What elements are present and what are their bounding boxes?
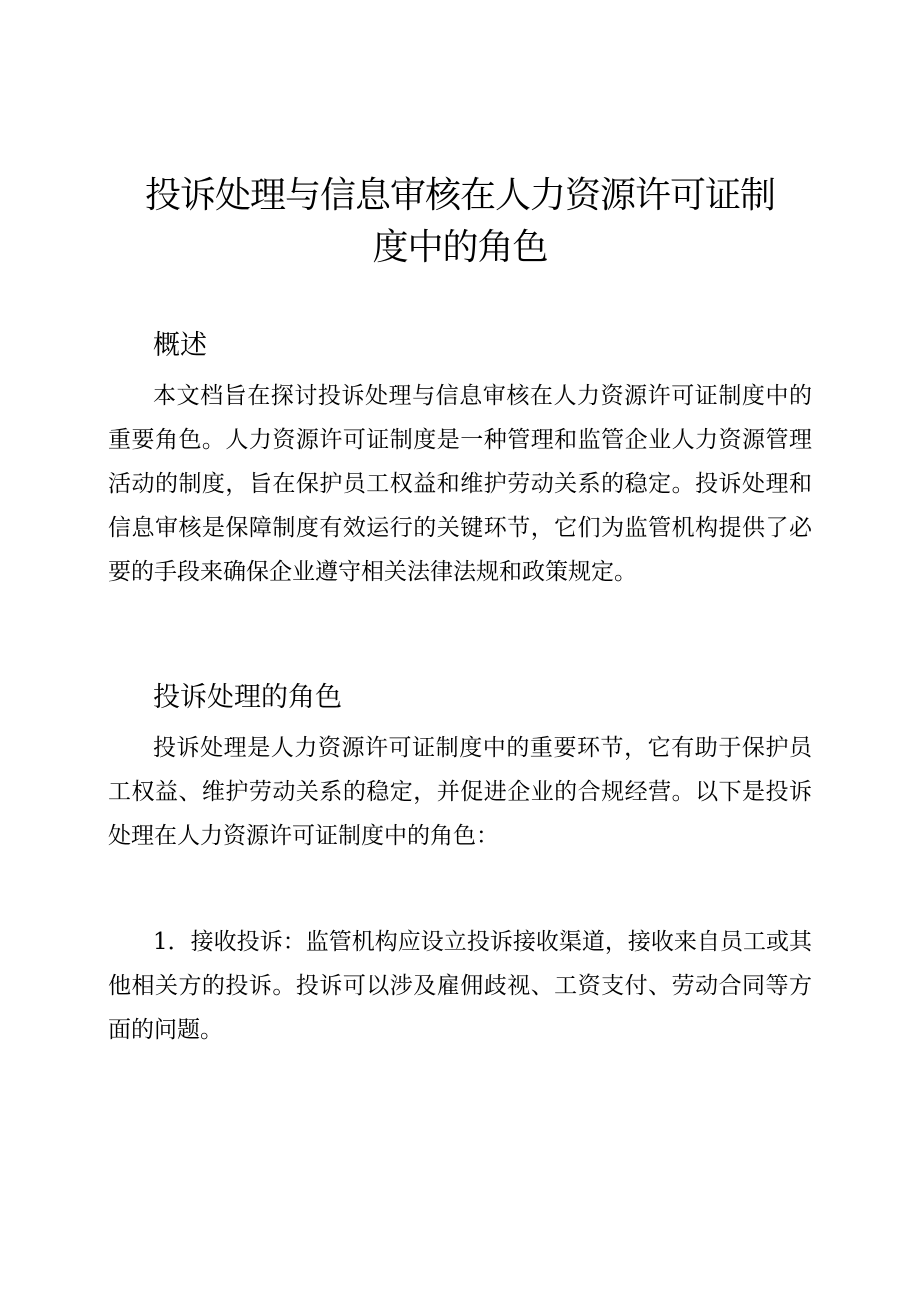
paragraph-line: 工权益、维护劳动关系的稳定，并促进企业的合规经营。以下是投诉	[108, 779, 812, 805]
paragraph-line: 活动的制度，旨在保护员工权益和维护劳动关系的稳定。投诉处理和	[108, 471, 812, 497]
section-heading-overview: 概述	[153, 330, 207, 361]
paragraph-line: 他相关方的投诉。投诉可以涉及雇佣歧视、工资支付、劳动合同等方	[108, 973, 812, 999]
paragraph-line: 重要角色。人力资源许可证制度是一种管理和监管企业人力资源管理	[108, 427, 812, 453]
document-title	[110, 170, 810, 274]
complaint-role-paragraph	[108, 726, 812, 858]
document-title-line-1: 投诉处理与信息审核在人力资源许可证制	[144, 175, 775, 216]
section-heading-complaint-role: 投诉处理的角色	[153, 682, 342, 713]
paragraph-line: 要的手段来确保企业遵守相关法律法规和政策规定。	[108, 559, 637, 585]
paragraph-line: 投诉处理是人力资源许可证制度中的重要环节，它有助于保护员	[153, 735, 812, 761]
paragraph-line: 1．接收投诉：监管机构应设立投诉接收渠道，接收来自员工或其	[153, 929, 812, 955]
paragraph-line: 本文档旨在探讨投诉处理与信息审核在人力资源许可证制度中的	[153, 383, 812, 409]
paragraph-line: 面的问题。	[108, 1017, 223, 1043]
overview-paragraph	[108, 374, 812, 594]
document-title-line-2: 度中的角色	[372, 227, 548, 268]
list-item-receive-complaints	[108, 920, 812, 1052]
paragraph-line: 信息审核是保障制度有效运行的关键环节，它们为监管机构提供了必	[108, 515, 812, 541]
paragraph-line: 处理在人力资源许可证制度中的角色：	[108, 823, 499, 849]
